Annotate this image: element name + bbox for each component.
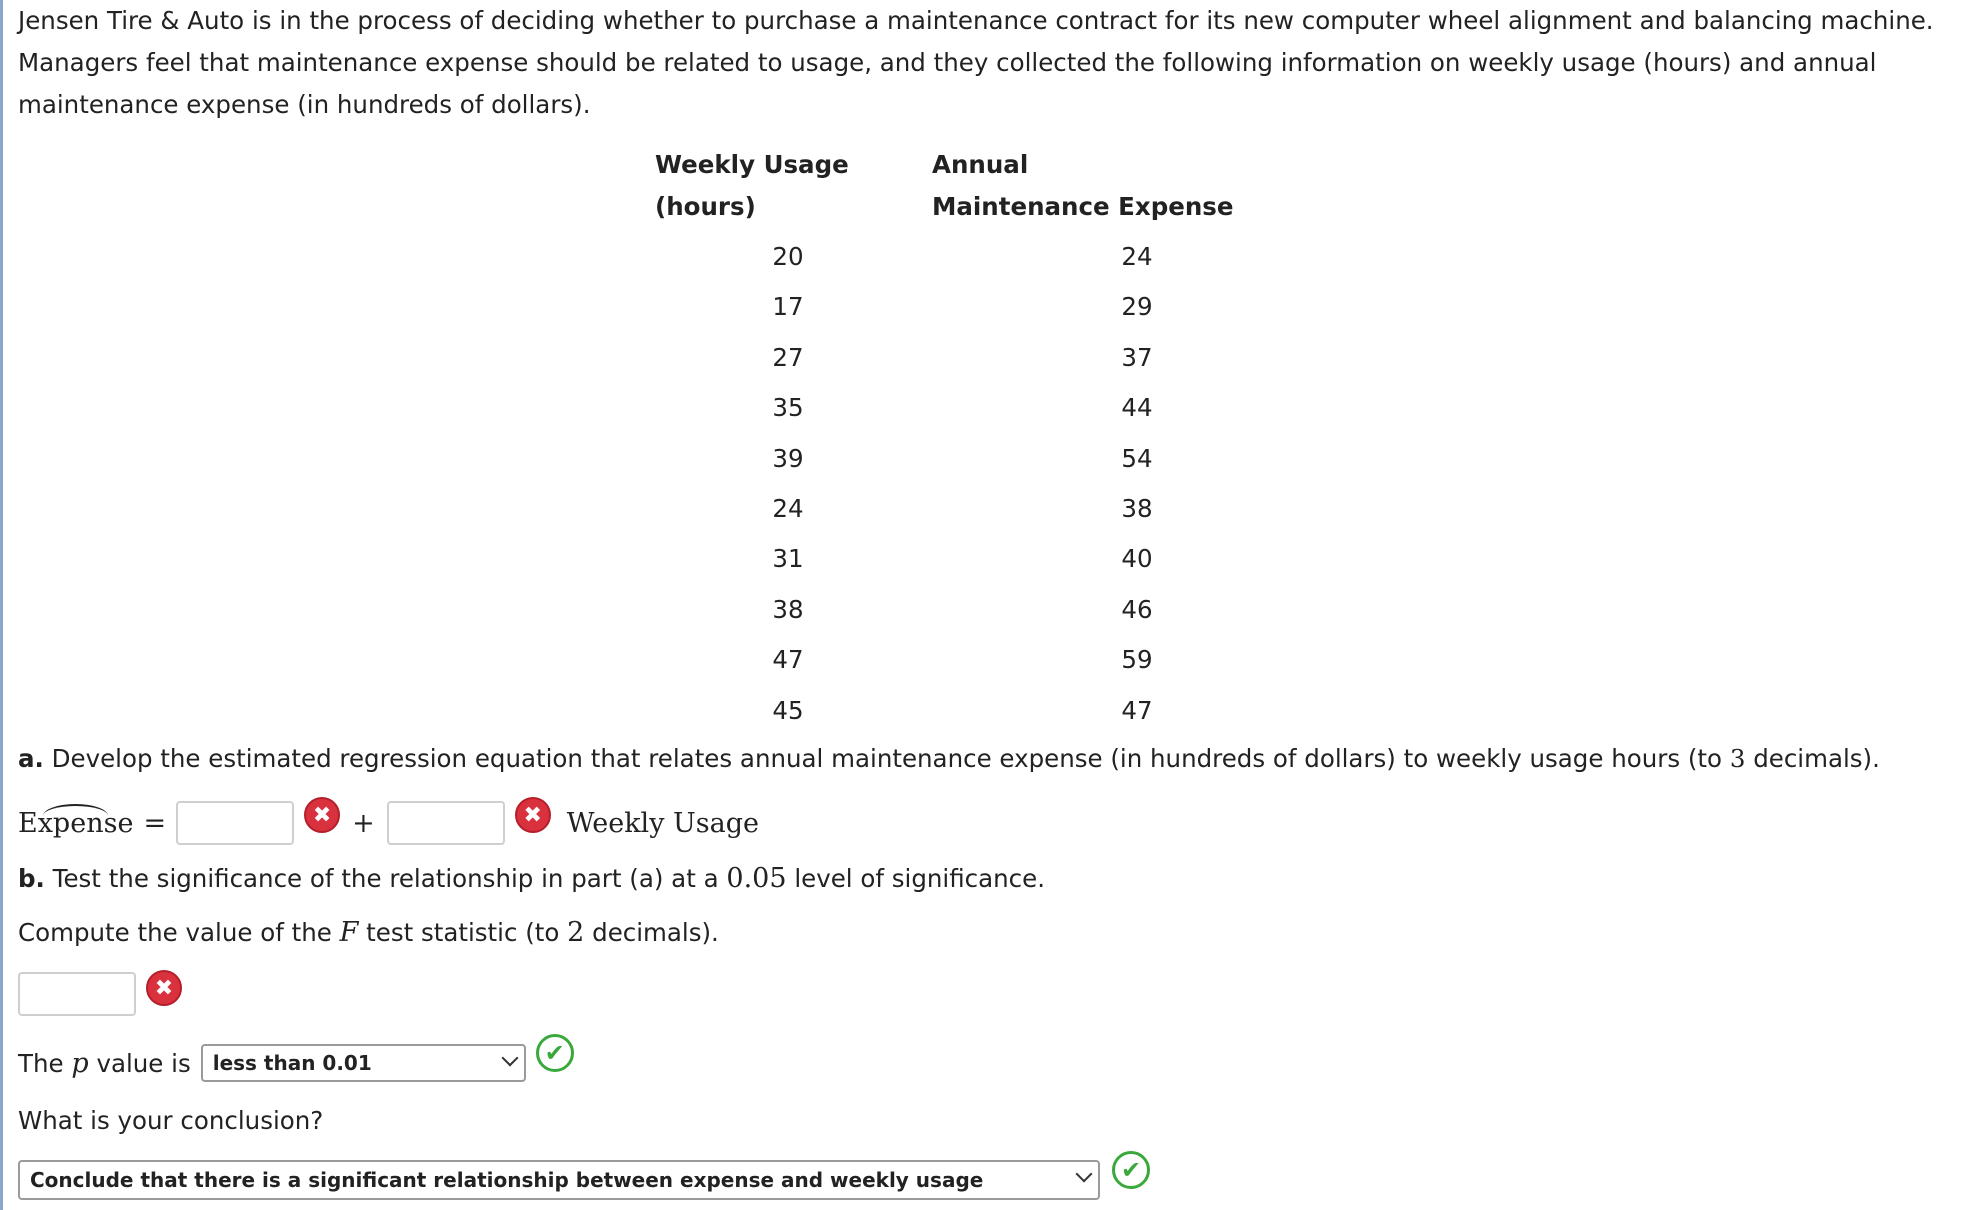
f-statistic-row: [18, 972, 182, 1016]
intercept-input[interactable]: [176, 801, 294, 845]
alpha-value: 0.05: [726, 863, 787, 894]
plus-sign: +: [352, 807, 375, 839]
part-a-prompt: [18, 738, 1880, 780]
table-cell: 38: [1121, 493, 1153, 523]
part-b-text-end: level of significance.: [786, 864, 1046, 893]
compute-text: Compute the value of the: [18, 918, 340, 947]
part-a-text: Develop the estimated regression equation that relates annual maintenance expense (in hundreds of dollars) to weekly usage hours (to: [51, 744, 1730, 773]
compute-decimals: 2: [567, 917, 585, 948]
p-value-selected: less than 0.01: [212, 1051, 372, 1075]
weekly-usage-column: [738, 232, 838, 736]
table-cell: 17: [772, 292, 804, 322]
table-cell: 54: [1121, 443, 1153, 473]
compute-text-mid: test statistic (to: [358, 918, 568, 947]
table-cell: 45: [772, 695, 804, 725]
col-header-line1: Annual: [932, 150, 1029, 179]
correct-icon: ✔: [536, 1034, 574, 1072]
col-header-maintenance-expense: [932, 144, 1234, 228]
table-cell: 59: [1121, 645, 1153, 675]
compute-text-end: decimals).: [584, 918, 719, 947]
table-cell: 38: [772, 594, 804, 624]
p-text-end: value is: [88, 1048, 191, 1078]
table-cell: 46: [1121, 594, 1153, 624]
f-statistic-input[interactable]: [18, 972, 136, 1016]
p-value-row: [18, 1039, 574, 1082]
table-cell: 47: [772, 645, 804, 675]
table-cell: 24: [1121, 242, 1153, 271]
table-cell: 27: [772, 342, 804, 372]
f-symbol: F: [339, 917, 359, 948]
incorrect-icon: ✖: [146, 970, 182, 1006]
table-cell: 47: [1121, 695, 1153, 725]
table-cell: 35: [772, 393, 804, 423]
incorrect-icon: ✖: [515, 797, 551, 833]
equals-sign: =: [143, 807, 167, 839]
p-value-label: [18, 1048, 191, 1079]
expense-hat-label: Expense: [18, 807, 134, 839]
table-cell: 20: [772, 242, 804, 271]
col-header-line1: Weekly Usage: [655, 150, 849, 179]
table-cell: 29: [1121, 292, 1153, 322]
incorrect-icon: ✖: [304, 797, 340, 833]
col-header-line2: Maintenance Expense: [932, 192, 1234, 221]
maintenance-expense-column: [1087, 232, 1187, 736]
part-a-label: a.: [18, 744, 44, 773]
correct-icon: ✔: [1112, 1151, 1150, 1189]
table-cell: 40: [1121, 544, 1153, 574]
regression-equation: [18, 798, 759, 848]
chevron-down-icon: [1076, 1166, 1093, 1183]
table-cell: 31: [772, 544, 804, 574]
table-cell: 24: [772, 493, 804, 523]
part-a-text-end: decimals).: [1745, 744, 1880, 773]
part-b-text: Test the significance of the relationship in part (a) at a: [52, 864, 727, 893]
p-symbol: p: [71, 1047, 89, 1079]
conclusion-row: [18, 1156, 1150, 1200]
p-value-select[interactable]: [201, 1044, 526, 1082]
part-b-prompt: [18, 858, 1045, 900]
part-a-decimals: 3: [1729, 744, 1746, 773]
conclusion-selected: Conclude that there is a significant relationship between expense and weekly usage: [30, 1168, 984, 1192]
p-text: The: [18, 1048, 72, 1078]
conclusion-question: What is your conclusion?: [18, 1106, 324, 1135]
slope-input[interactable]: [387, 801, 505, 845]
f-statistic-prompt: [18, 912, 719, 954]
conclusion-select[interactable]: [18, 1160, 1100, 1200]
weekly-usage-term: Weekly Usage: [566, 807, 759, 839]
table-cell: 44: [1121, 393, 1153, 423]
col-header-line2: (hours): [655, 192, 756, 221]
col-header-weekly-usage: [655, 144, 849, 228]
part-b-label: b.: [18, 864, 45, 893]
table-cell: 39: [772, 443, 804, 473]
chevron-down-icon: [501, 1050, 518, 1067]
problem-intro: Jensen Tire & Auto is in the process of deciding whether to purchase a maintenance contract for its new computer wheel alignment and balancing machine. Managers feel that maintenance expense should be related to usage, and they collected the following information on weekly usage (hours) and annual maintenance expense (in hundreds of dollars).: [18, 6, 1934, 119]
table-cell: 37: [1121, 342, 1153, 372]
